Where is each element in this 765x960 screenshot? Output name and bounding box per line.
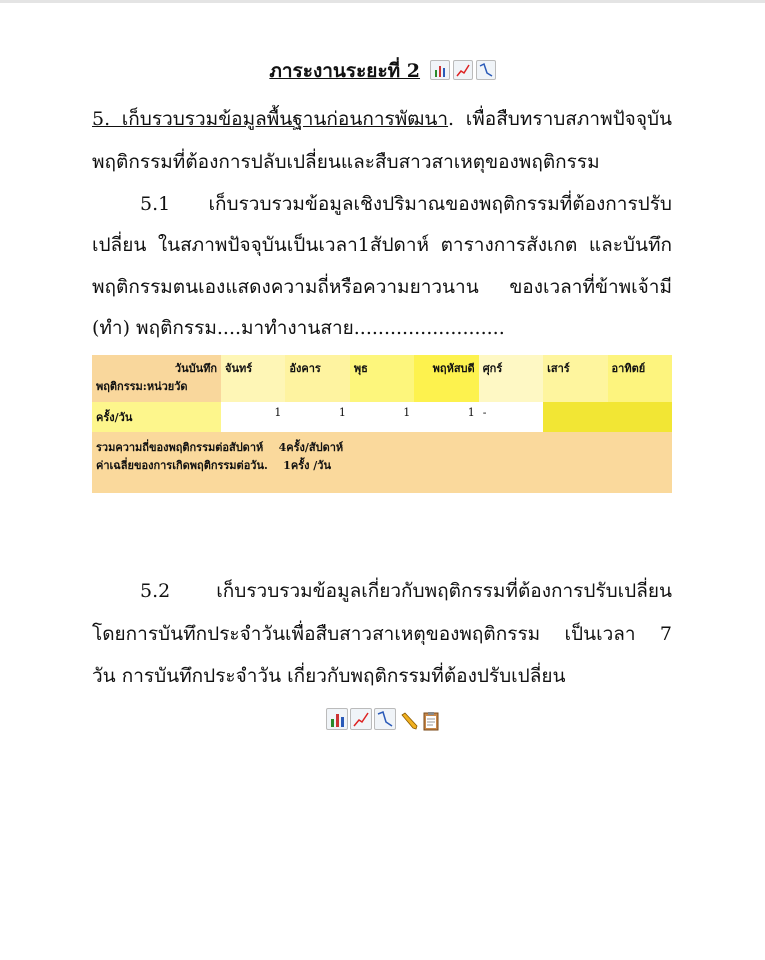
section51-line: พฤติกรรมตนเองแสดงความถี่หรือความยาวนาน ของเวลาที่ข้าพเจ้ามี (92, 276, 672, 298)
section51-line: 5.1 เก็บรวบรวมข้อมูลเชิงปริมาณของพฤติกรรมที่ต้องการปรับ (140, 193, 672, 215)
summary-row (92, 432, 672, 493)
day-header: พุธ (350, 355, 414, 402)
value-cell (608, 402, 672, 432)
summary-label: รวมความถี่ของพฤติกรรมต่อสัปดาห์ (96, 441, 264, 454)
line-chart-up-icon (453, 60, 473, 80)
summary-value: 1ครั้ง /วัน (283, 459, 332, 472)
summary-cell (92, 432, 672, 493)
section5-line1 (92, 104, 672, 134)
corner-bottom: พฤติกรรม:หน่วยวัด (96, 380, 188, 393)
day-header: ศุกร์ (479, 355, 543, 402)
section51-line: (ทำ) พฤติกรรม....มาทำงานสาย......................... (92, 317, 505, 339)
icon-row (0, 708, 765, 731)
corner-cell (92, 355, 221, 402)
line-chart-down-icon (476, 60, 496, 80)
section52-line: วัน การบันทึกประจำวัน เกี่ยวกับพฤติกรรมที่ต้องปรับเปลี่ยน (92, 665, 566, 687)
line-chart-down-icon (374, 708, 396, 730)
page-title (0, 56, 765, 86)
day-header: เสาร์ (543, 355, 607, 402)
value-cell: 1 (221, 402, 285, 432)
table-row (92, 402, 672, 432)
line-chart-up-icon (350, 708, 372, 730)
title-text: ภาระงานระยะที่ 2 (269, 60, 421, 82)
section51-line: เปลี่ยน ในสภาพปัจจุบันเป็นเวลา1สัปดาห์ ตารางการสังเกต และบันทึก (92, 234, 672, 256)
behavior-table (92, 355, 672, 493)
section5-line2: พฤติกรรมที่ต้องการปลับเปลี่ยนและสืบสาวสาเหตุของพฤติกรรม (92, 151, 600, 173)
day-header: อังคาร (285, 355, 349, 402)
summary-label: ค่าเฉลี่ยของการเกิดพฤติกรรมต่อวัน. (96, 459, 268, 472)
value-cell (543, 402, 607, 432)
bar-chart-icon (430, 60, 450, 80)
section5-heading-rest: . เพื่อสืบทราบสภาพปัจจุบัน (448, 108, 672, 130)
table-header-row (92, 355, 672, 402)
section5-heading: 5. เก็บรวบรวมข้อมูลพื้นฐานก่อนการพัฒนา (92, 108, 449, 130)
value-cell: 1 (285, 402, 349, 432)
section52-line: 5.2 เก็บรวบรวมข้อมูลเกี่ยวกับพฤติกรรมที่ต้องการปรับเปลี่ยน (140, 580, 672, 602)
day-header: อาทิตย์ (608, 355, 672, 402)
value-cell: 1 (350, 402, 414, 432)
day-header: จันทร์ (221, 355, 285, 402)
top-border (0, 0, 765, 3)
pencil-icon (398, 710, 418, 730)
value-cell: 1 (414, 402, 478, 432)
value-cell: - (479, 402, 543, 432)
corner-top: วันบันทึก (174, 362, 217, 375)
row-label: ครั้ง/วัน (92, 402, 221, 432)
summary-value: 4ครั้ง/สัปดาห์ (278, 441, 344, 454)
day-header: พฤหัสบดี (414, 355, 478, 402)
bar-chart-icon (326, 708, 348, 730)
section52-line: โดยการบันทึกประจำวันเพื่อสืบสาวสาเหตุของพฤติกรรม เป็นเวลา 7 (92, 623, 672, 645)
clipboard-icon (420, 710, 440, 730)
